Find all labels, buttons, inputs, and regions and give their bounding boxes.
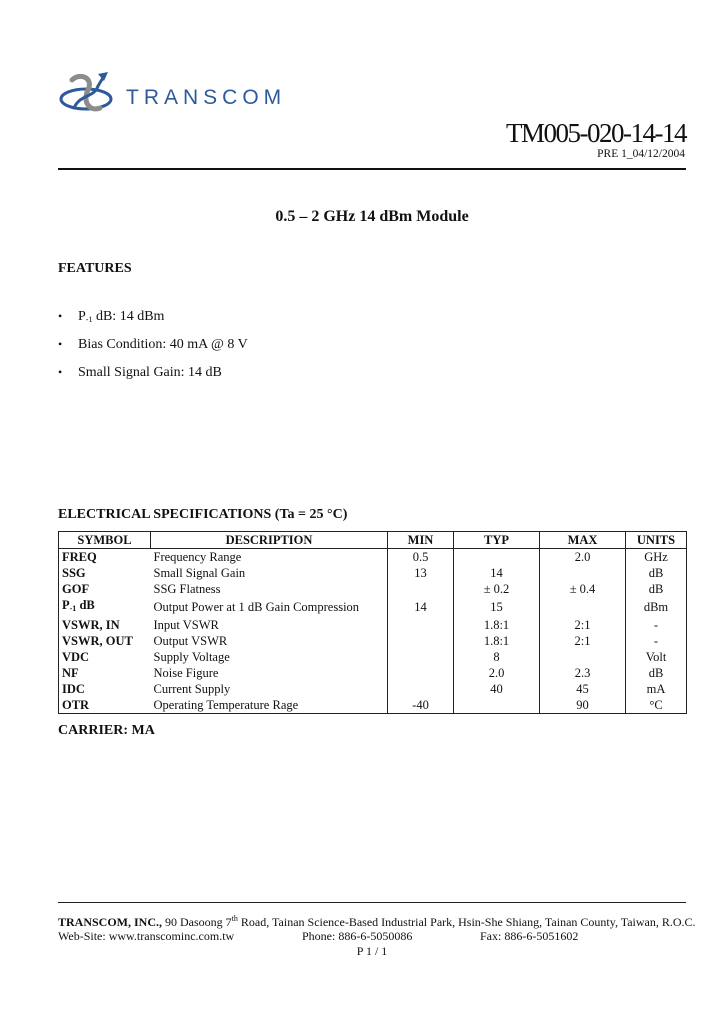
footer-divider [58, 902, 686, 903]
document-title: 0.5 – 2 GHz 14 dBm Module [275, 208, 469, 225]
max-cell: ± 0.4 [540, 581, 626, 597]
table-row [59, 565, 687, 581]
units-cell: dB [626, 665, 687, 681]
feature-item: • $P_{-1}$ dB: 14 dBm [58, 309, 165, 324]
max-cell: 90 [540, 697, 626, 714]
typ-cell: 40 [454, 681, 540, 697]
symbol-cell: SSG [59, 565, 151, 581]
description-cell: Supply Voltage [151, 649, 388, 665]
symbol-cell: FREQ [59, 549, 151, 566]
table-row [59, 617, 687, 633]
revision-date: PRE 1_04/12/2004 [597, 148, 685, 160]
column-header: MIN [388, 532, 454, 549]
symbol-cell: GOF [59, 581, 151, 597]
description-cell: Frequency Range [151, 549, 388, 566]
description-cell: Current Supply [151, 681, 388, 697]
units-cell: °C [626, 697, 687, 714]
typ-cell: 14 [454, 565, 540, 581]
electrical-specs-heading: ELECTRICAL SPECIFICATIONS (Ta = 25 °C) [58, 507, 348, 522]
typ-cell: 2.0 [454, 665, 540, 681]
symbol-cell: VDC [59, 649, 151, 665]
transcom-swirl-logo-icon [58, 68, 118, 120]
bullet-icon: • [58, 365, 63, 379]
carrier-label: CARRIER: MA [58, 723, 155, 738]
min-cell [388, 665, 454, 681]
column-header: SYMBOL [59, 532, 151, 549]
table-row [59, 581, 687, 597]
symbol-cell: NF [59, 665, 151, 681]
symbol-cell: $P_{-1}$ dB [59, 597, 151, 617]
feature-item: • Small Signal Gain: 14 dB [58, 365, 222, 380]
max-cell: 2:1 [540, 617, 626, 633]
symbol-cell: OTR [59, 697, 151, 714]
max-cell: 45 [540, 681, 626, 697]
min-cell [388, 633, 454, 649]
typ-cell: 15 [454, 597, 540, 617]
table-row [59, 633, 687, 649]
units-cell: - [626, 633, 687, 649]
description-cell: SSG Flatness [151, 581, 388, 597]
typ-cell: ± 0.2 [454, 581, 540, 597]
company-logo [58, 66, 308, 122]
max-cell [540, 649, 626, 665]
min-cell [388, 681, 454, 697]
description-cell: Output VSWR [151, 633, 388, 649]
bullet-icon: • [58, 309, 63, 323]
units-cell: mA [626, 681, 687, 697]
min-cell [388, 581, 454, 597]
footer-address: TRANSCOM, INC., 90 Dasoong 7th Road, Tainan Science-Based Industrial Park, Hsin-She Shiang, Tainan County, Taiwan, R.O.C. [58, 914, 696, 929]
table-row [59, 681, 687, 697]
typ-cell: 1.8:1 [454, 617, 540, 633]
bullet-icon: • [58, 337, 63, 351]
description-cell: Noise Figure [151, 665, 388, 681]
footer-website: Web-Site: www.transcominc.com.tw [58, 929, 235, 943]
description-cell: Operating Temperature Rage [151, 697, 388, 714]
max-cell [540, 597, 626, 617]
max-cell: 2.0 [540, 549, 626, 566]
part-number: TM005-020-14-14 [506, 118, 686, 148]
symbol-cell: IDC [59, 681, 151, 697]
table-row [59, 549, 687, 566]
typ-cell [454, 549, 540, 566]
units-cell: - [626, 617, 687, 633]
units-cell: Volt [626, 649, 687, 665]
page-number: P 1 / 1 [356, 944, 388, 958]
table-row [59, 697, 687, 714]
units-cell: GHz [626, 549, 687, 566]
typ-cell [454, 697, 540, 714]
column-header: UNITS [626, 532, 687, 549]
description-cell: Output Power at 1 dB Gain Compression [151, 597, 388, 617]
table-row [59, 665, 687, 681]
footer-fax: Fax: 886-6-5051602 [480, 929, 579, 943]
description-cell: Input VSWR [151, 617, 388, 633]
feature-item: • Bias Condition: 40 mA @ 8 V [58, 337, 248, 352]
typ-cell: 1.8:1 [454, 633, 540, 649]
footer-phone: Phone: 886-6-5050086 [302, 929, 413, 943]
electrical-specs-table [58, 531, 687, 714]
symbol-cell: VSWR, IN [59, 617, 151, 633]
description-cell: Small Signal Gain [151, 565, 388, 581]
features-list [58, 309, 248, 393]
table-header-row [59, 532, 687, 549]
symbol-cell: VSWR, OUT [59, 633, 151, 649]
max-cell: 2.3 [540, 665, 626, 681]
min-cell: 13 [388, 565, 454, 581]
logo-wordmark: TRANSCOM [126, 86, 287, 109]
features-heading: FEATURES [58, 261, 132, 276]
typ-cell: 8 [454, 649, 540, 665]
min-cell: 14 [388, 597, 454, 617]
units-cell: dBm [626, 597, 687, 617]
units-cell: dB [626, 565, 687, 581]
min-cell: -40 [388, 697, 454, 714]
table-row [59, 597, 687, 617]
min-cell: 0.5 [388, 549, 454, 566]
units-cell: dB [626, 581, 687, 597]
max-cell [540, 565, 626, 581]
footer-company: TRANSCOM, INC., [58, 915, 163, 929]
max-cell: 2:1 [540, 633, 626, 649]
min-cell [388, 649, 454, 665]
column-header: MAX [540, 532, 626, 549]
min-cell [388, 617, 454, 633]
header-divider [58, 168, 686, 170]
column-header: TYP [454, 532, 540, 549]
table-row [59, 649, 687, 665]
column-header: DESCRIPTION [151, 532, 388, 549]
